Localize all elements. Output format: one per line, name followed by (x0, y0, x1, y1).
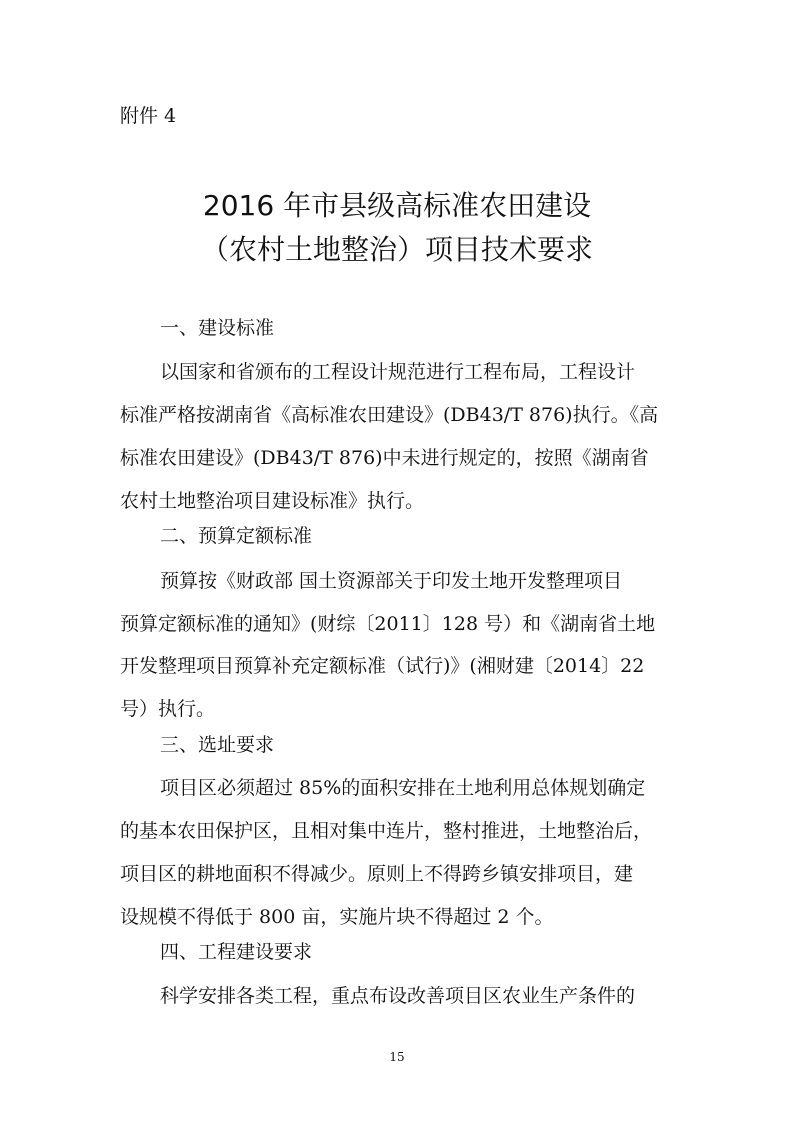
paragraph-line: 设规模不得低于 800 亩，实施片块不得超过 2 个。 (120, 906, 554, 928)
paragraph-line: 预算按《财政部 国土资源部关于印发土地开发整理项目 (160, 570, 623, 592)
paragraph-line: 预算定额标准的通知》(财综〔2011〕128 号）和《湖南省土地 (120, 613, 656, 635)
paragraph-line: 以国家和省颁布的工程设计规范进行工程布局，工程设计 (160, 361, 636, 383)
paragraph-line: 项目区的耕地面积不得减少。原则上不得跨乡镇安排项目，建 (120, 863, 634, 885)
section-heading-engineering-requirements: 四、工程建设要求 (160, 941, 313, 963)
paragraph-line: 项目区必须超过 85%的面积安排在土地利用总体规划确定 (160, 777, 646, 799)
document-title-line-1: 2016 年市县级高标准农田建设 (202, 189, 592, 222)
paragraph-line: 的基本农田保护区，且相对集中连片，整村推进，土地整治后， (120, 820, 653, 842)
page-number: 15 (389, 1050, 405, 1064)
paragraph-line: 开发整理项目预算补充定额标准（试行)》(湘财建〔2014〕22 (120, 655, 645, 677)
paragraph-line: 标准严格按湖南省《高标准农田建设》(DB43/T 876)执行。《高 (120, 404, 659, 426)
section-heading-construction-standard: 一、建设标准 (160, 317, 275, 339)
paragraph-line: 号）执行。 (120, 698, 216, 720)
paragraph-line: 农村土地整治项目建设标准》执行。 (120, 490, 425, 512)
document-title-line-2: （农村土地整治）项目技术要求 (200, 233, 593, 266)
paragraph-line: 标准农田建设》(DB43/T 876)中未进行规定的，按照《湖南省 (120, 447, 649, 469)
paragraph-line: 科学安排各类工程，重点布设改善项目区农业生产条件的 (160, 985, 636, 1007)
section-heading-budget-quota-standard: 二、预算定额标准 (160, 525, 313, 547)
attachment-label: 附件 4 (120, 105, 177, 127)
section-heading-site-selection: 三、选址要求 (160, 734, 275, 756)
